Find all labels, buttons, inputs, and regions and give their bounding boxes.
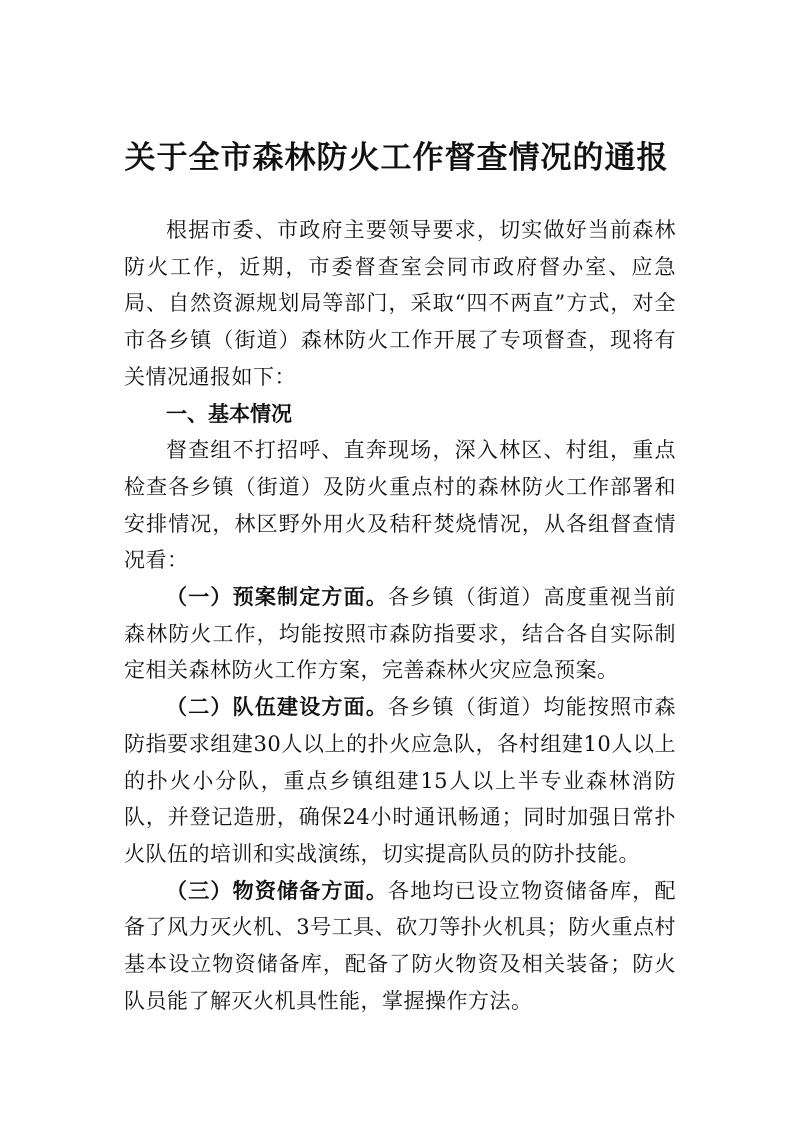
item-label-plan: （一）预案制定方面。: [166, 584, 389, 610]
item-text-plan: 各乡镇（街道）高度重视当前森林防火工作，均能按照市森防指要求，结合各自实际制定相关森林防火工作方案，完善森林火灾应急预案。: [124, 585, 677, 683]
item-text-team: 各乡镇（街道）均能按照市森防指要求组建30人以上的扑火应急队，各村组建10人以上的扑火小分队，重点乡镇组建15人以上半专业森林消防队，并登记造册，确保24小时通讯畅通；同时加强日常扑火队伍的培训和实战演练，切实提高队员的防扑技能。: [124, 695, 677, 866]
intro-paragraph: 根据市委、市政府主要领导要求，切实做好当前森林防火工作，近期，市委督查室会同市政府督办室、应急局、自然资源规划局等部门，采取“四不两直”方式，对全市各乡镇（街道）森林防火工作开展了专项督查，现将有关情况通报如下：: [124, 218, 676, 389]
overview-paragraph: 督查组不打招呼、直奔现场，深入林区、村组，重点检查各乡镇（街道）及防火重点村的森林防火工作部署和安排情况，林区野外用火及秸秆焚烧情况，从各组督查情况看：: [124, 438, 676, 573]
item-paragraph-team: [124, 689, 676, 873]
section-heading: 一、基本情况: [166, 401, 292, 426]
document-body: [124, 212, 676, 1019]
item-paragraph-plan: [124, 579, 676, 689]
item-paragraph-supplies: [124, 873, 676, 1020]
item-label-team: （二）队伍建设方面。: [166, 694, 389, 720]
item-label-supplies: （三）物资储备方面。: [166, 877, 389, 903]
item-text-supplies: 各地均已设立物资储备库，配备了风力灭火机、3号工具、砍刀等扑火机具；防火重点村基本设立物资储备库，配备了防火物资及相关装备；防火队员能了解灭火机具性能，掌握操作方法。: [124, 878, 677, 1013]
document-title: 关于全市森林防火工作督查情况的通报: [124, 140, 669, 176]
